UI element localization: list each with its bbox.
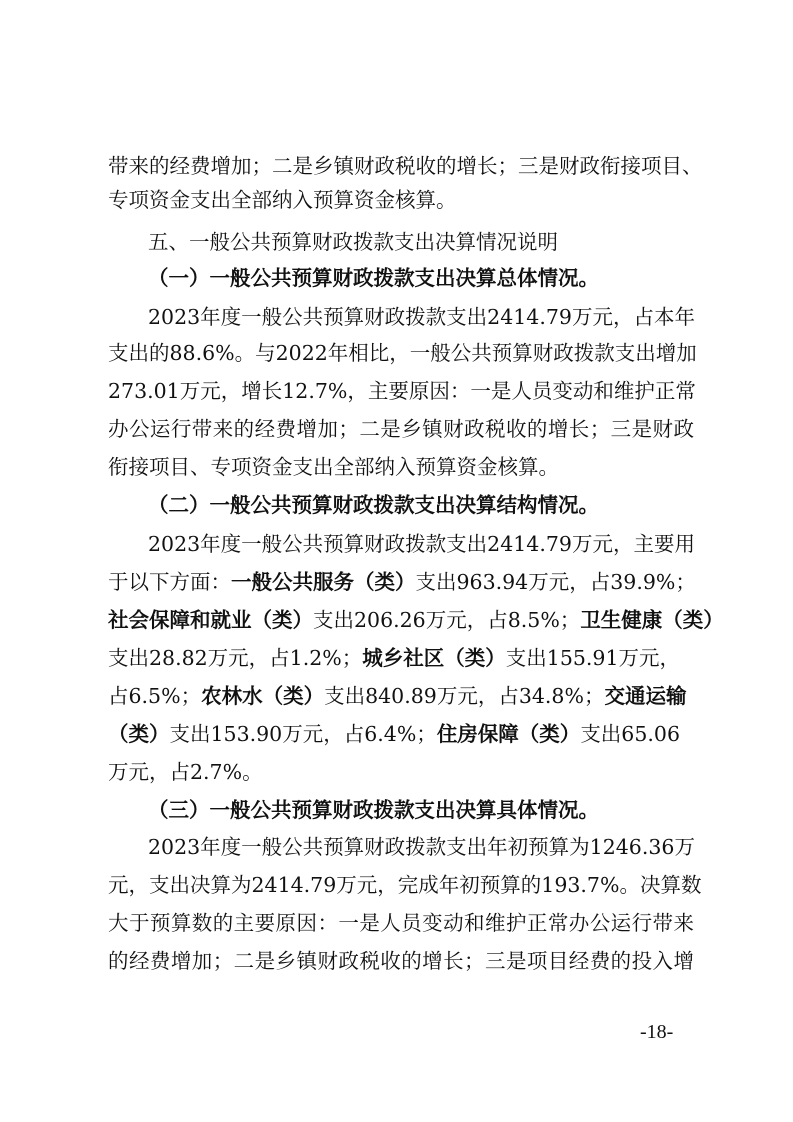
line-text: 支出963.94万元，占39.9%； (415, 570, 696, 594)
body-line (108, 680, 694, 712)
body-line: 2023年度一般公共预算财政拨款支出2414.79万元，占本年 (148, 305, 695, 329)
line-text: 支出28.82万元，占1.2%； (108, 646, 363, 670)
body-line: 元，支出决算为2414.79万元，完成年初预算的193.7%。决算数 (108, 873, 702, 897)
section-heading: 五、一般公共预算财政拨款支出决算情况说明 (148, 230, 558, 254)
line-text: 于以下方面： (108, 570, 231, 594)
body-line: 衔接项目、专项资金支出全部纳入预算资金核算。 (108, 455, 559, 479)
category-name: （类） (108, 722, 170, 746)
page-number: -18- (640, 1021, 674, 1043)
subsection-heading: （一）一般公共预算财政拨款支出决算总体情况。 (148, 266, 599, 290)
body-line: 大于预算数的主要原因：一是人员变动和维护正常办公运行带来 (108, 911, 694, 935)
body-line: 2023年度一般公共预算财政拨款支出年初预算为1246.36万 (148, 835, 695, 859)
category-name: 一般公共服务（类） (231, 570, 416, 594)
body-line (108, 604, 724, 636)
category-name: 农林水（类） (201, 684, 325, 708)
category-name: 住房保障（类） (436, 722, 581, 746)
subsection-heading: （二）一般公共预算财政拨款支出决算结构情况。 (148, 493, 599, 517)
body-line (108, 718, 694, 750)
line-text: 支出153.90万元，占6.4%； (169, 722, 437, 746)
line-text: 占6.5%； (108, 684, 202, 708)
body-line: 2023年度一般公共预算财政拨款支出2414.79万元，主要用 (148, 532, 695, 556)
body-line: 带来的经费增加；二是乡镇财政税收的增长；三是财政衔接项目、 (108, 154, 703, 178)
line-text: 支出206.26万元，占8.5%； (313, 608, 581, 632)
line-text: 支出155.91万元， (505, 646, 681, 670)
category-name: 社会保障和就业（类） (108, 608, 313, 632)
category-name: 交通运输 (604, 684, 687, 708)
body-line: 万元，占2.7%。 (108, 760, 263, 784)
line-text: 支出65.06 (580, 722, 680, 746)
category-name: 城乡社区（类） (362, 646, 506, 670)
category-name: 卫生健康（类） (580, 608, 724, 632)
body-line (108, 566, 694, 598)
line-text: 支出840.89万元，占34.8%； (324, 684, 605, 708)
body-line: 办公运行带来的经费增加；二是乡镇财政税收的增长；三是财政 (108, 417, 694, 441)
body-line: 的经费增加；二是乡镇财政税收的增长；三是项目经费的投入增 (108, 949, 694, 973)
body-line: 专项资金支出全部纳入预算资金核算。 (108, 188, 457, 212)
body-line: 支出的88.6%。与2022年相比，一般公共预算财政拨款支出增加 (108, 341, 697, 365)
subsection-heading: （三）一般公共预算财政拨款支出决算具体情况。 (148, 798, 599, 822)
body-line (108, 642, 694, 674)
body-line: 273.01万元，增长12.7%，主要原因：一是人员变动和维护正常 (108, 379, 696, 403)
